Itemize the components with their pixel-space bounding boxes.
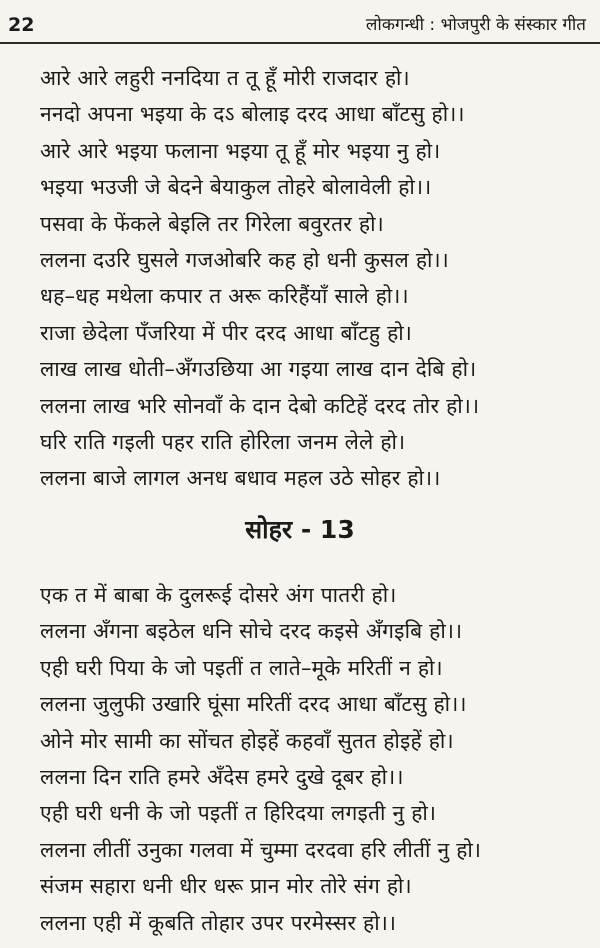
verse-line: ललना दिन राति हमरे अँदेस हमरे दुखे दूबर हो।। — [40, 764, 404, 789]
verse-line: आरे आरे लहुरी ननदिया त तू हूँ मोरी राजदार हो। — [40, 66, 410, 90]
verse-line: ललना एही में कूबति तोहार उपर परमेस्सर हो।। — [40, 910, 397, 935]
verse-line: ललना लाख भरि सोनवाँ के दान देबो कटिहें दरद तोर हो।। — [40, 393, 480, 418]
page-number: 22 — [8, 14, 35, 36]
verse-block-1 — [40, 60, 580, 497]
verse-line: ललना लीतीं उनुका गलवा में चुम्मा दरदवा हरि लीतीं नु हो। — [40, 837, 482, 862]
verse-line: ललना जुलुफी उखारि घूंसा मरितीं दरद आधा बाँटसु हो।। — [40, 692, 467, 717]
verse-line: लाख लाख धोती–अँगउछिया आ गइया लाख दान देबि हो। — [40, 357, 477, 382]
verse-line: ललना बाजे लागल अनध बधाव महल उठे सोहर हो।। — [40, 466, 441, 491]
verse-line: एक त में बाबा के दुलरूई दोसरे अंग पातरी हो। — [40, 583, 397, 607]
page-header — [0, 0, 600, 44]
verse-line: भइया भउजी जे बेदने बेयाकुल तोहरे बोलावेली हो।। — [40, 175, 432, 200]
verse-line: आरे आरे भइया फलाना भइया तू हूँ मोर भइया नु हो। — [40, 138, 441, 163]
section-heading: सोहर - 13 — [245, 515, 355, 544]
verse-line: ओने मोर सामी का सोंचत होइहें कहवाँ सुतत होइहें हो। — [40, 728, 454, 753]
verse-line: राजा छेदेला पँजरिया में पीर दरद आधा बाँटहु हो। — [40, 320, 413, 345]
verse-line: धह–धह मथेला कपार त अरू करिहैंयाँ साले हो।। — [40, 284, 409, 309]
verse-line: संजम सहारा धनी धीर धरू प्रान मोर तोरे संग हो। — [40, 874, 412, 899]
header-rule — [0, 42, 600, 44]
verse-line: एही घरी धनी के जो पइतीं त हिरिदया लगइती नु हो। — [40, 801, 437, 826]
verse-line: एही घरी पिया के जो पइतीं त लाते–मूके मरितीं न हो। — [40, 655, 443, 680]
verse-line: ललना दउरि घुसले गजओबरि कह हो धनी कुसल हो।। — [40, 247, 449, 272]
running-title: लोकगन्धी : भोजपुरी के संस्कार गीत — [365, 15, 586, 35]
verse-line: ललना अँगना बइठेल धनि सोचे दरद कइसे अँगइबि हो।। — [40, 619, 463, 644]
verse-line: घरि राति गइली पहर राति होरिला जनम लेले हो। — [40, 429, 406, 454]
verse-line: पसवा के फेंकले बेइलि तर गिरेला बवुरतर हो। — [40, 211, 384, 236]
verse-block-2 — [40, 577, 580, 941]
verse-line: ननदो अपना भइया के दऽ बोलाइ दरद आधा बाँटसु हो।। — [40, 102, 465, 127]
